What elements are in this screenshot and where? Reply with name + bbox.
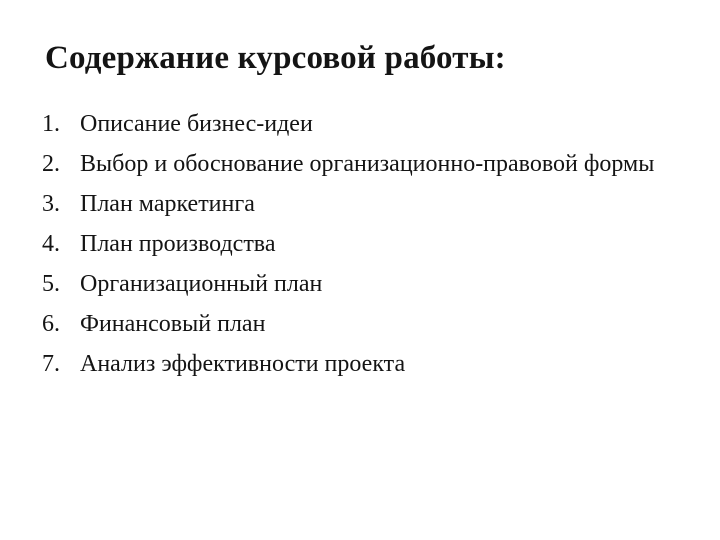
list-item-number: 1. [42, 111, 60, 137]
list-item-text: Выбор и обоснование организационно-правовой формы [80, 151, 655, 177]
list-item-number: 7. [42, 351, 60, 377]
list-item-number: 3. [42, 191, 60, 217]
list-item-text: Финансовый план [80, 311, 266, 337]
slide-title: Содержание курсовой работы: [45, 40, 506, 76]
list-item-number: 2. [42, 151, 60, 177]
list-item-number: 5. [42, 271, 60, 297]
list-item-text: Организационный план [80, 271, 323, 297]
list-item-text: Описание бизнес-идеи [80, 111, 313, 137]
list-item-text: Анализ эффективности проекта [80, 351, 406, 377]
list-item [42, 104, 692, 144]
list-item-number: 4. [42, 231, 60, 257]
list-item [42, 344, 692, 384]
list-item-number: 6. [42, 311, 60, 337]
list-item [42, 304, 692, 344]
list-item [42, 264, 692, 304]
list-item [42, 184, 692, 224]
list-item-text: План производства [80, 231, 276, 257]
list-item [42, 144, 692, 184]
list-item-text: План маркетинга [80, 191, 255, 217]
list-item [42, 224, 692, 264]
contents-list [42, 104, 692, 384]
